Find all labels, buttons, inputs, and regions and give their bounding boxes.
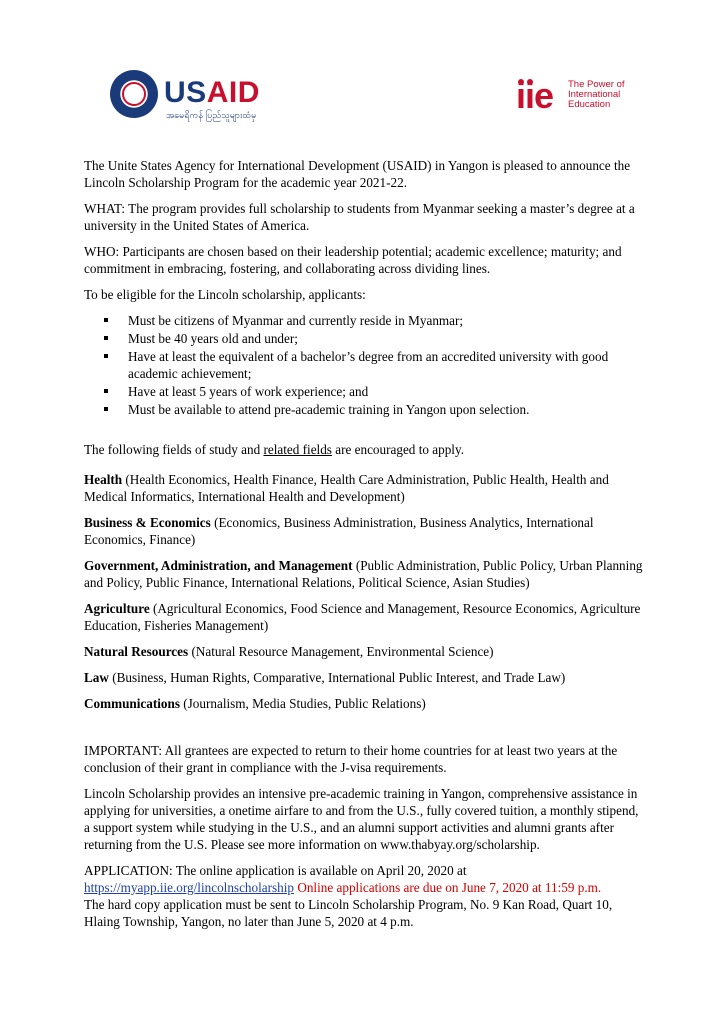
usaid-logo bbox=[110, 70, 275, 126]
application-paragraph bbox=[84, 862, 644, 930]
list-item: Must be citizens of Myanmar and currently reside in Myanmar; bbox=[84, 312, 644, 329]
application-line: APPLICATION: The online application is available on April 20, 2020 at bbox=[84, 863, 467, 878]
eligibility-intro: To be eligible for the Lincoln scholarship, applicants: bbox=[84, 287, 366, 302]
field-agriculture: Agriculture (Agricultural Economics, Food Science and Management, Resource Economics, Agriculture Education, Fisheries Management) bbox=[84, 601, 641, 633]
list-item: Must be available to attend pre-academic training in Yangon upon selection. bbox=[84, 401, 644, 418]
list-item: Have at least 5 years of work experience; and bbox=[84, 383, 644, 400]
application-deadline: Online applications are due on June 7, 2020 at 11:59 p.m. bbox=[294, 880, 602, 895]
intro-paragraph: The Unite States Agency for International Development (USAID) in Yangon is pleased to announce the Lincoln Scholarship Program for the academic year 2021-22. bbox=[84, 158, 631, 190]
field-health: Health (Health Economics, Health Finance, Health Care Administration, Public Health, Health and Medical Informatics, International Health and Development) bbox=[84, 472, 609, 504]
header-logos bbox=[0, 70, 724, 130]
usaid-tagline: အမေရိကန် ပြည်သူများထံမှ bbox=[166, 111, 257, 121]
fields-intro: The following fields of study and related fields are encouraged to apply. bbox=[84, 442, 464, 457]
list-item: Must be 40 years old and under; bbox=[84, 330, 644, 347]
bullet-icon bbox=[104, 354, 108, 358]
bullet-icon bbox=[104, 336, 108, 340]
iie-wordmark: iie bbox=[516, 75, 554, 116]
announcement-body bbox=[84, 157, 644, 930]
iie-tagline: The Power of International Education bbox=[568, 79, 625, 110]
field-natural-resources: Natural Resources (Natural Resource Management, Environmental Science) bbox=[84, 644, 494, 659]
field-communications: Communications (Journalism, Media Studies, Public Relations) bbox=[84, 696, 426, 711]
bullet-icon bbox=[104, 407, 108, 411]
bullet-icon bbox=[104, 389, 108, 393]
field-government: Government, Administration, and Management (Public Administration, Public Policy, Urban Planning and Policy, Public Finance, International Relations, Political Science, Asian Studies) bbox=[84, 558, 643, 590]
iie-logo bbox=[516, 72, 646, 122]
usaid-wordmark: USAID bbox=[164, 76, 260, 109]
benefits-paragraph: Lincoln Scholarship provides an intensive pre-academic training in Yangon, comprehensive assistance in applying for universities, a onetime airfare to and from the U.S., fully covered tuition, a monthly stipend, a support system while studying in the U.S., and an alumni support activities and alumni grants after returning from the U.S. Please see more information on www.thabyay.org/scholarship. bbox=[84, 786, 639, 852]
important-paragraph: IMPORTANT: All grantees are expected to return to their home countries for at least two years at the conclusion of their grant in compliance with the J-visa requirements. bbox=[84, 743, 618, 775]
field-law: Law (Business, Human Rights, Comparative, International Public Interest, and Trade Law) bbox=[84, 670, 566, 685]
usaid-seal-icon bbox=[110, 70, 158, 118]
eligibility-list bbox=[84, 312, 644, 418]
application-link[interactable]: https://myapp.iie.org/lincolnscholarship bbox=[84, 880, 295, 895]
hardcopy-instructions: The hard copy application must be sent to Lincoln Scholarship Program, No. 9 Kan Road, Quart 10, Hlaing Township, Yangon, no later than June 5, 2020 at 4 p.m. bbox=[84, 897, 613, 929]
fields-of-study bbox=[84, 471, 644, 712]
field-business: Business & Economics (Economics, Business Administration, Business Analytics, International Economics, Finance) bbox=[84, 515, 594, 547]
bullet-icon bbox=[104, 318, 108, 322]
what-paragraph: WHAT: The program provides full scholarship to students from Myanmar seeking a master’s degree at a university in the United States of America. bbox=[84, 201, 635, 233]
who-paragraph: WHO: Participants are chosen based on their leadership potential; academic excellence; maturity; and commitment in embracing, fostering, and collaborating across dividing lines. bbox=[84, 244, 622, 276]
list-item: Have at least the equivalent of a bachelor’s degree from an accredited university with good academic achievement; bbox=[84, 348, 644, 382]
